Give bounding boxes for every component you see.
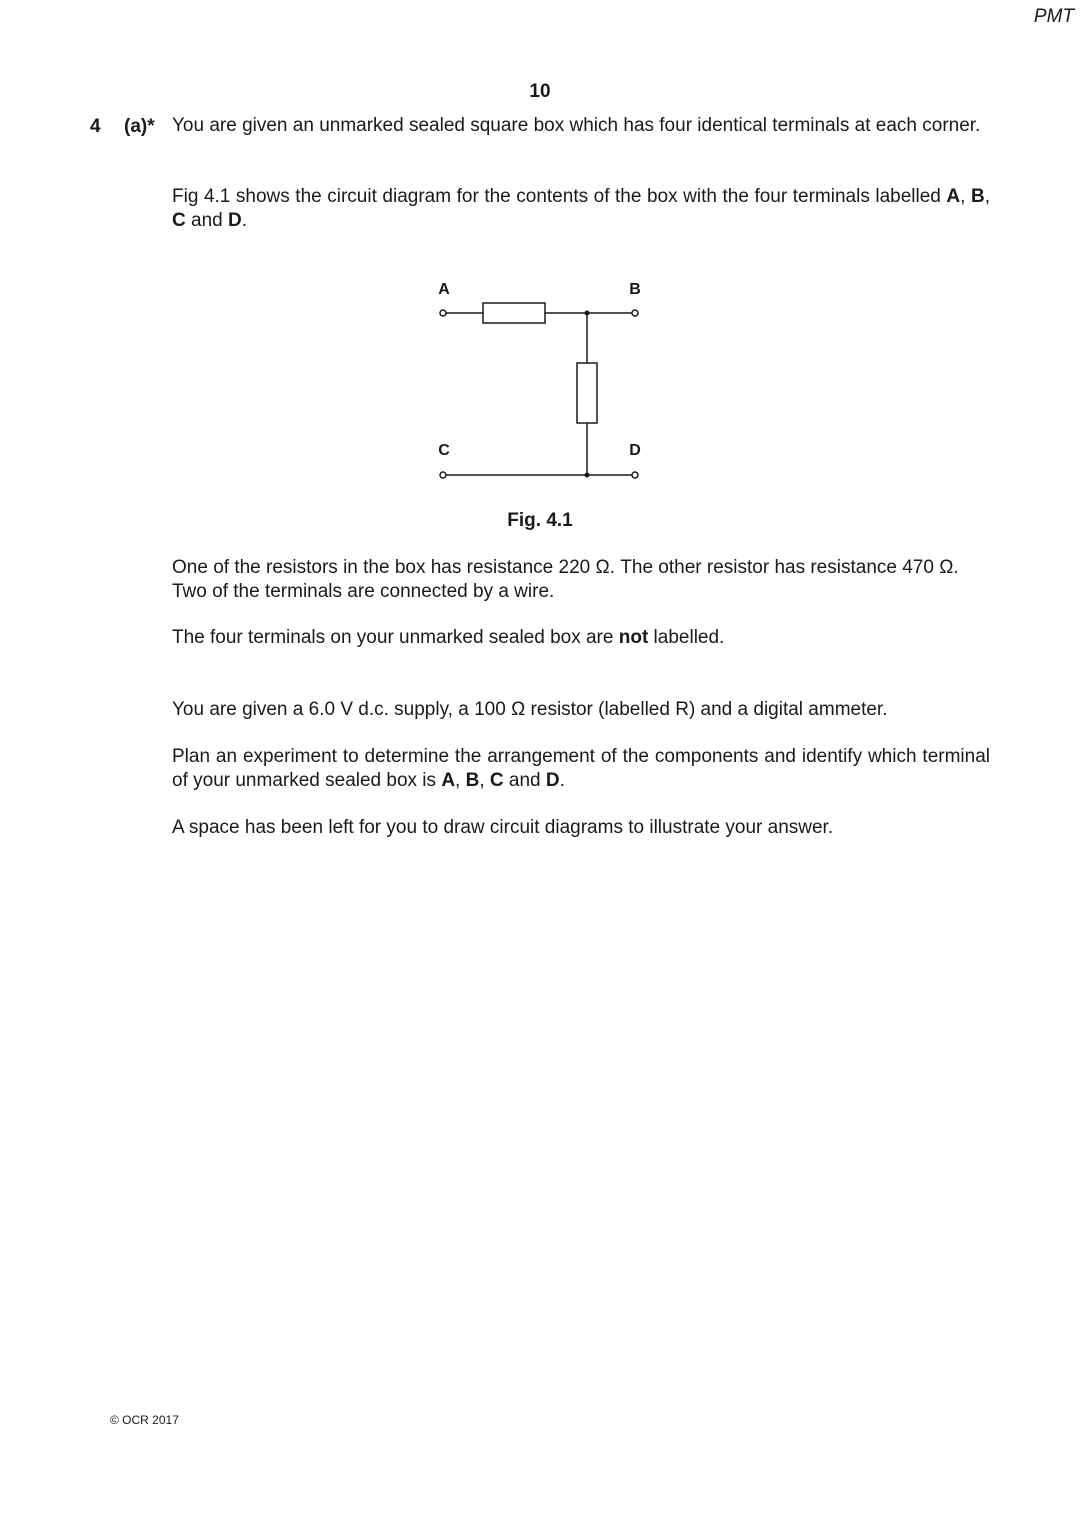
- plan-terminal-c: C: [489, 770, 504, 791]
- watermark: PMT: [1033, 6, 1074, 27]
- separator: ,: [984, 186, 990, 207]
- period: .: [559, 770, 565, 791]
- given-paragraph: You are given a 6.0 V d.c. supply, a 100 Ω resistor (labelled R) and a digital ammeter.: [172, 699, 888, 720]
- copyright: © OCR 2017: [110, 1413, 179, 1427]
- conjunction: and: [503, 770, 546, 791]
- terminal-d-ref: D: [228, 210, 242, 231]
- question-number: 4: [90, 116, 101, 137]
- resistor-horizontal: [483, 303, 545, 323]
- plan-paragraph: [172, 745, 990, 793]
- terminal-b-ref: B: [970, 186, 985, 207]
- question-part: (a)*: [124, 116, 155, 137]
- figure-intro-text: Fig 4.1 shows the circuit diagram for the contents of the box with the four terminals labelled: [172, 186, 941, 207]
- terminal-c-ref: C: [172, 210, 186, 231]
- conjunction: and: [185, 210, 228, 231]
- junction-top: [585, 311, 590, 316]
- plan-text: Plan an experiment to determine the arrangement of the components and identify which terminal of your unmarked sealed box is: [172, 746, 990, 791]
- separator: ,: [960, 186, 971, 207]
- terminal-d-label: D: [629, 442, 641, 459]
- terminal-b: [632, 310, 638, 316]
- terminal-c-label: C: [438, 442, 450, 459]
- terminal-a-ref: A: [946, 186, 961, 207]
- resistor-vertical: [577, 363, 597, 423]
- plan-terminal-a: A: [441, 770, 456, 791]
- junction-bottom: [585, 473, 590, 478]
- terminal-d: [632, 472, 638, 478]
- circuit-diagram: [420, 270, 660, 485]
- plan-terminal-d: D: [545, 770, 560, 791]
- separator: ,: [455, 770, 466, 791]
- terminal-c: [440, 472, 446, 478]
- emphasis-not: not: [618, 627, 649, 648]
- terminals-paragraph: [172, 626, 990, 650]
- terminals-text-end: labelled.: [648, 627, 725, 648]
- plan-terminal-b: B: [465, 770, 480, 791]
- figure-caption: Fig. 4.1: [507, 510, 573, 531]
- figure-intro: [172, 185, 990, 233]
- period: .: [241, 210, 248, 231]
- terminal-b-label: B: [629, 281, 641, 298]
- space-paragraph: A space has been left for you to draw circuit diagrams to illustrate your answer.: [172, 817, 834, 838]
- resistors-paragraph: One of the resistors in the box has resistance 220 Ω. The other resistor has resistance 470 Ω. Two of the terminals are connected by a wire.: [172, 557, 959, 602]
- terminal-a-label: A: [438, 281, 450, 298]
- question-intro: You are given an unmarked sealed square box which has four identical terminals at each corner.: [172, 115, 981, 136]
- separator: ,: [479, 770, 490, 791]
- page-number: 10: [529, 81, 551, 102]
- terminals-text: The four terminals on your unmarked sealed box are: [172, 627, 619, 648]
- terminal-a: [440, 310, 446, 316]
